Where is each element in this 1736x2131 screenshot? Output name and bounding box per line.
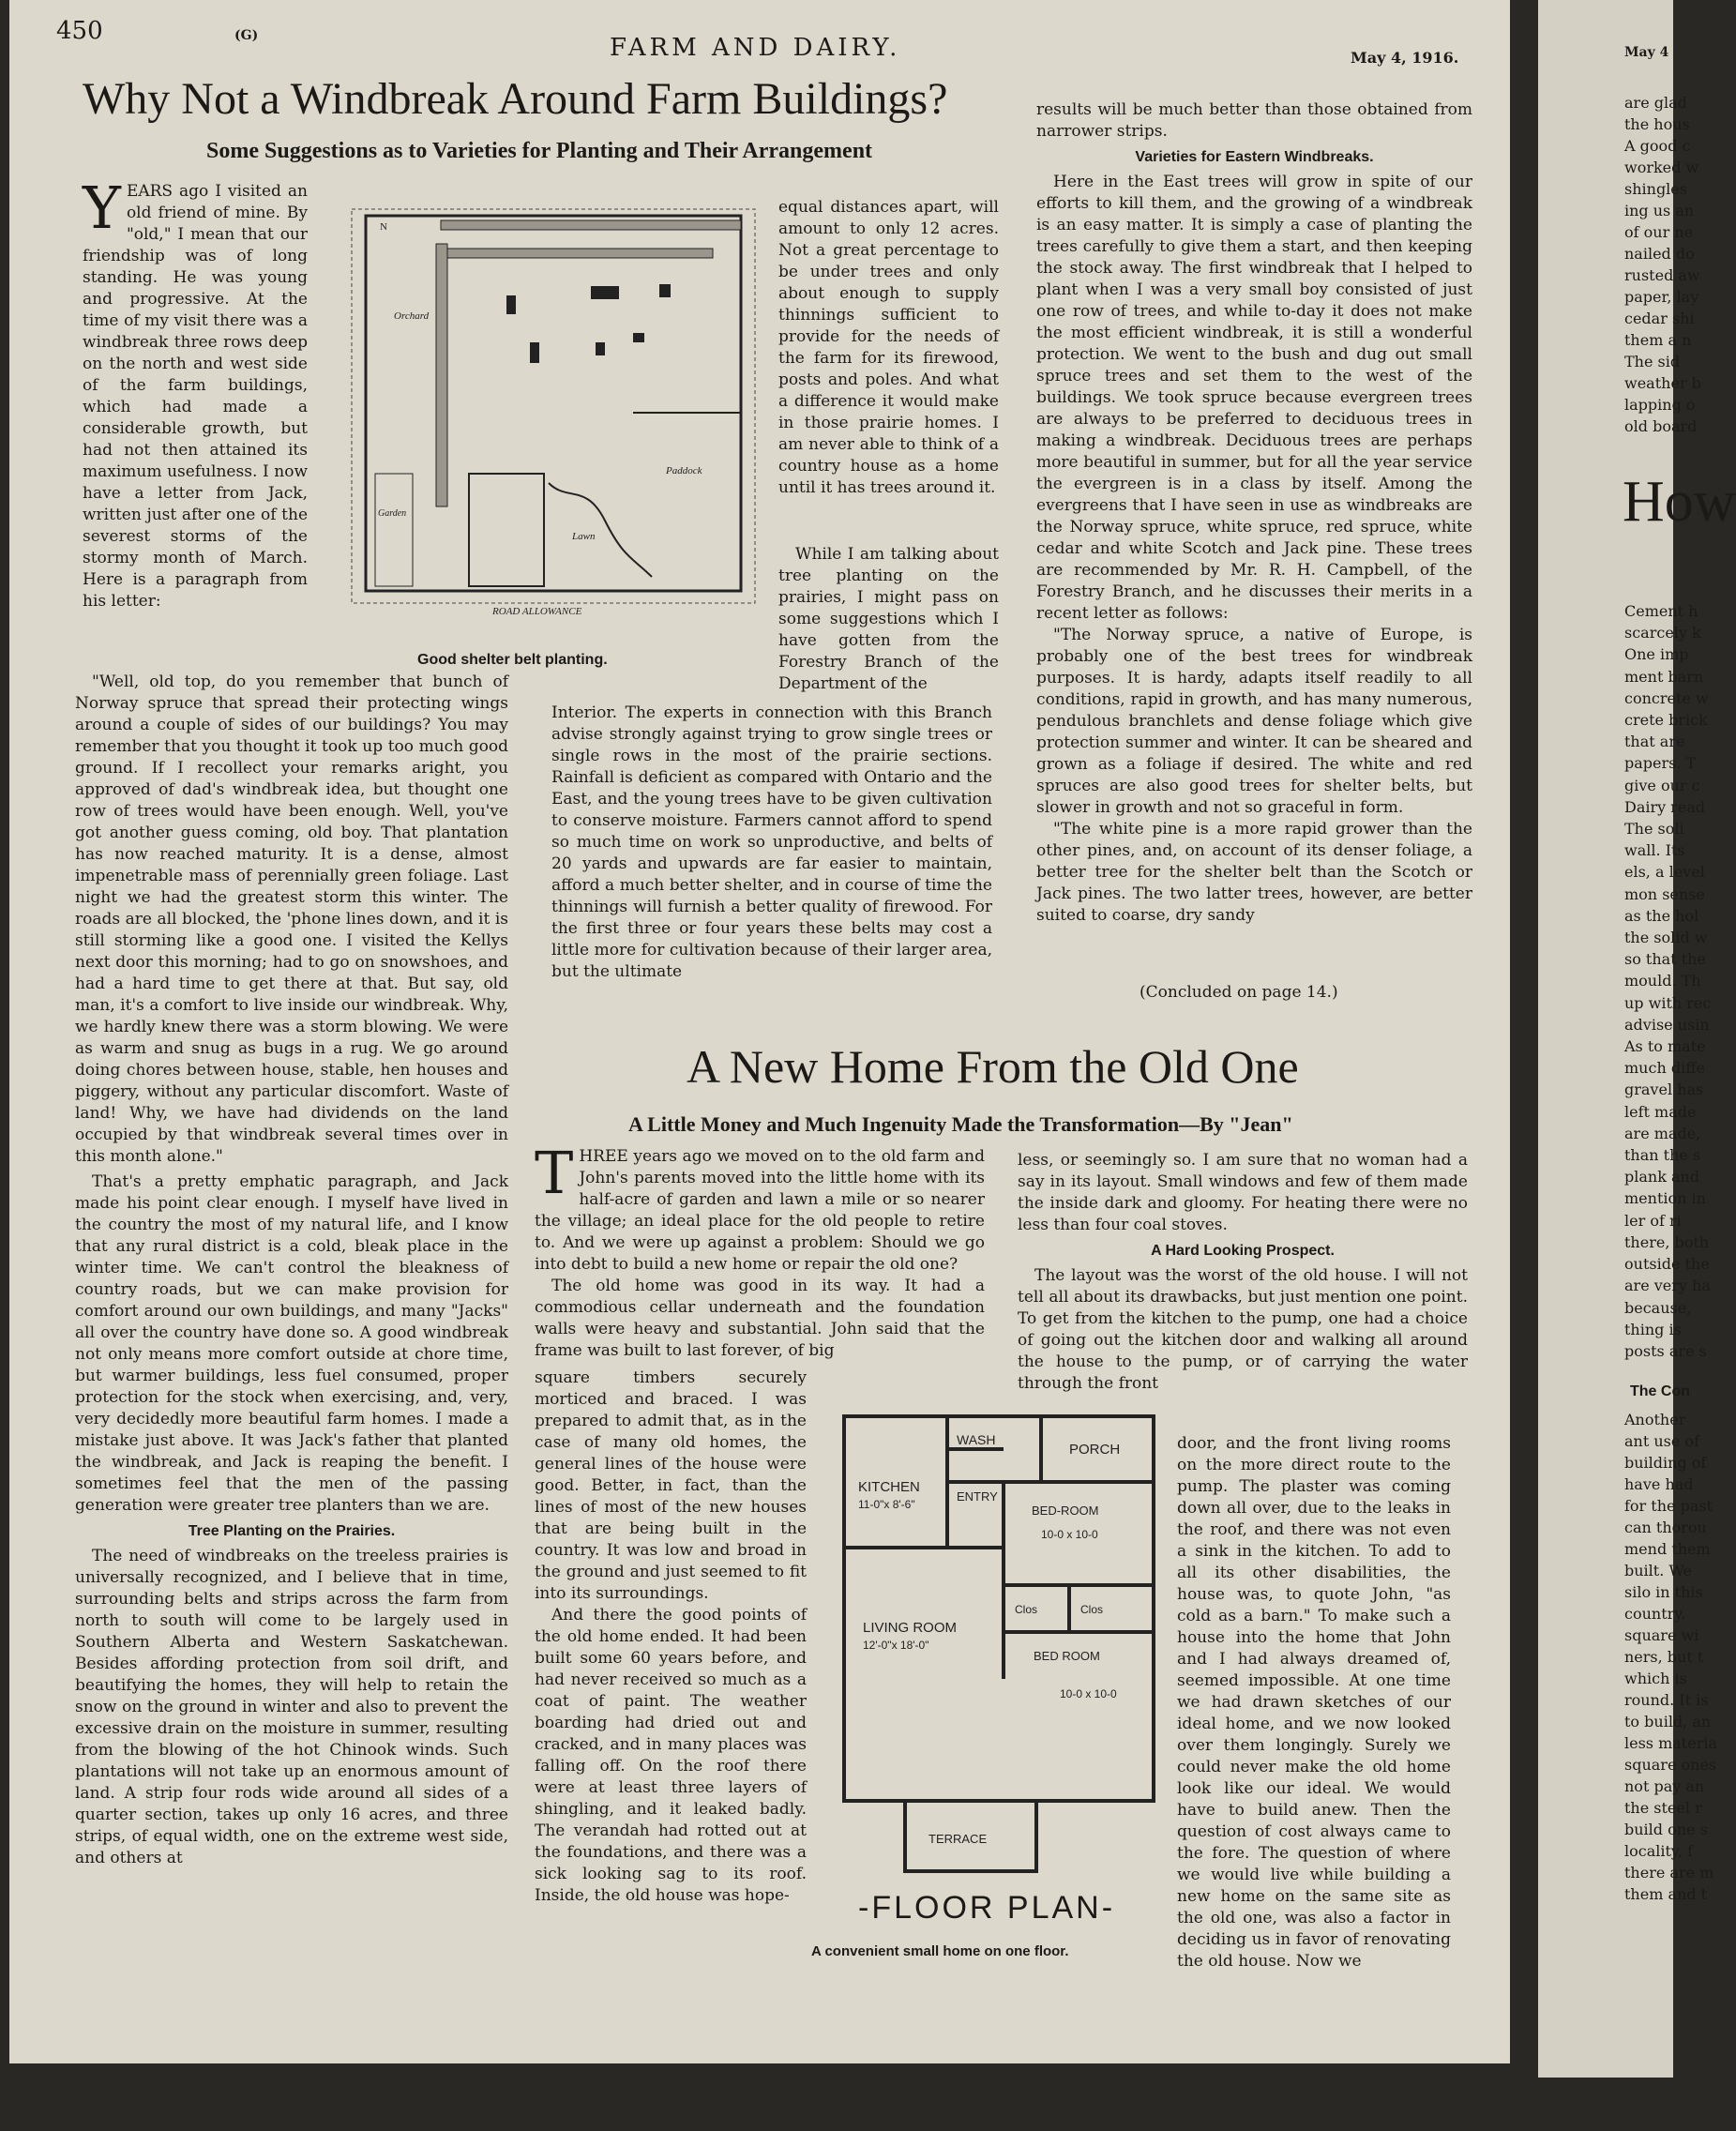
adjacent-line: not pay an xyxy=(1624,1777,1705,1795)
floor-plan-caption: A convenient small home on one floor. xyxy=(811,1943,1069,1959)
adjacent-line: country. xyxy=(1624,1605,1686,1623)
adjacent-line: gravel has xyxy=(1624,1081,1704,1099)
newspaper-page xyxy=(9,0,1510,2063)
adjacent-line: built. We xyxy=(1624,1562,1692,1579)
adjacent-line: ler of ri xyxy=(1624,1211,1682,1230)
adjacent-line: are very ha xyxy=(1624,1277,1711,1295)
adjacent-line: the solid w xyxy=(1624,929,1708,947)
windbreak-prairies-text: The need of windbreaks on the treeless prairies is universally recognized, and I believe that in time, surrounding belts and strips across the farm from north to south will come to be largely used in Southern Alberta and Western Saskatchewan. Besides affording protection from soil drift, and beautifying the homes, they will help to retain the snow on the ground in winter and also to prevent the excessive drain on the moisture in summer, resulting from the blowing of the hot Chinook winds. Such plantations will not take up an enormous amount of land. A strip four rods wide around all sides of a quarter section, takes up only 16 acres, and three strips, of equal width, one on the extreme west side, and others at xyxy=(75,1547,508,1867)
adjacent-page xyxy=(1538,0,1736,2078)
adjacent-line: thing is xyxy=(1624,1320,1682,1338)
adjacent-line: ment barn xyxy=(1624,667,1704,686)
adjacent-line: mould. Th xyxy=(1624,972,1701,990)
adjacent-line: mon sense xyxy=(1624,884,1705,903)
windbreak-subtitle: Some Suggestions as to Varieties for Planting and Their Arrangement xyxy=(206,139,873,163)
newhome-paragraph-1: HREE years ago we moved on to the old farm and John's parents moved into the little home with its half-acre of garden and lawn a mile or so nearer the village; an ideal place for the old people to retire to. And we were up against a problem: Should we go into debt to build a new home or repair the old one? xyxy=(535,1147,985,1274)
adjacent-line: round. It is xyxy=(1624,1691,1709,1709)
adjacent-line: as the hol xyxy=(1624,906,1699,925)
adjacent-line: mend them xyxy=(1624,1540,1711,1558)
adjacent-line: that are xyxy=(1624,733,1685,751)
windbreak-col2-paragraph-1: equal distances apart, will amount to only 12 acres. Not a great percentage to be under trees and only about enough to supply thinnings sufficient to provide for the needs of the farm for its firewood, posts and poles. And what a difference it would make in those prairie homes. I am never able to think of a country house as a home until it has trees around it. xyxy=(778,198,999,497)
newhome-paragraph-3: square timbers securely morticed and braced. I was prepared to admit that, as in the case of many old homes, the general lines of the house were good. Better, in fact, than the lines of most of the new houses that are being built in the country. It was low and broad in the ground and just seemed to fit into its surroundings. xyxy=(535,1368,807,1603)
adjacent-line: them and t xyxy=(1624,1885,1708,1903)
room-bedroom-1: BED-ROOM xyxy=(1032,1504,1099,1518)
adjacent-line: the steel r xyxy=(1624,1799,1702,1817)
room-bedroom-2: BED ROOM xyxy=(1034,1649,1100,1663)
adjacent-line: square wi xyxy=(1624,1626,1699,1644)
page-number: 450 xyxy=(56,17,103,45)
windbreak-col2-paragraph-2: While I am talking about tree planting on the prairies, I might pass on some suggestions which I have gotten from the Forestry Branch of the Department of the xyxy=(778,545,999,693)
windbreak-col1-intro xyxy=(83,174,308,669)
garden-label: Garden xyxy=(378,508,407,519)
adjacent-line: advise usin xyxy=(1624,1015,1710,1034)
floor-plan-figure xyxy=(816,1398,1177,1923)
windbreak-paragraph-1: EARS ago I visited an old friend of mine. By "old," I mean that our friendship was of long standing. He was young and progressive. At the time of my visit there was a windbreak three rows deep on the north and west side of the farm buildings, which had made a considerable growth, but had not then attained its maximum usefulness. I now have a letter from Jack, written just after one of the severest storms of the stormy month of March. Here is a paragraph from his letter: xyxy=(83,182,308,611)
windbreak-col3-paragraph-2: "The Norway spruce, a native of Europe, is probably one of the best trees for windbreak purposes. It is hardy, adapts itself readily to all conditions, rapid in growth, and has many numerous, pendulous branchlets and dense foliage which give protection summer and winter. It can be sheared and grown as a foliage if desired. The white and red spruces are also good trees for shelter belts, but slower in growth and not so graceful in form. xyxy=(1036,626,1472,817)
windbreak-title: Why Not a Windbreak Around Farm Buildings? xyxy=(83,74,948,124)
adjacent-line: ant use of xyxy=(1624,1432,1699,1450)
adjacent-line: up with rec xyxy=(1624,993,1712,1012)
room-terrace: TERRACE xyxy=(928,1832,988,1846)
adjacent-line: which is xyxy=(1624,1670,1687,1687)
adjacent-line: to build, an xyxy=(1624,1713,1712,1730)
issue-date: May 4, 1916. xyxy=(1351,49,1459,67)
adjacent-line: wall. Its xyxy=(1624,841,1685,860)
adjacent-line: than the s xyxy=(1624,1146,1701,1165)
newhome-col2-paragraph-2: The layout was the worst of the old house. I will not tell all about its drawbacks, but just mention one point. To get from the kitchen to the pump, one had a choice of going out the kitchen door and walking all around the house to the pump, or of carrying the water through the front xyxy=(1018,1266,1468,1393)
floor-plan-title: -FLOOR PLAN- xyxy=(858,1890,1116,1926)
adjacent-line: papers. T xyxy=(1624,754,1697,773)
newhome-col2-paragraph-3: door, and the front living rooms on the more direct route to the pump. The plaster was coming down all over, due to the leaks in the roof, and there was not even a sink in the kitchen. To add to all its other disabilities, the house was, to quote John, "as cold as a barn." To make such a house into the home that John and I had always dreamed of, seemed impossible. At one time we had drawn sketches of our ideal home, and we now looked over them longingly. Surely we could never make the old home look like our ideal. We would have to build anew. Then the question of cost always came to the fore. The question of where we would live while building a new home on the same site as the old one, was also a factor in deciding us in favor of renovating the old house. Now we xyxy=(1177,1434,1451,1971)
adjacent-line: The soli xyxy=(1624,820,1684,839)
windbreak-col2-top xyxy=(778,197,999,544)
farm-plan-caption: Good shelter belt planting. xyxy=(417,652,608,668)
adjacent-line: els, a level xyxy=(1624,863,1705,882)
room-kitchen-size: 11-0"x 8'-6" xyxy=(858,1498,915,1511)
adjacent-line: outside the xyxy=(1624,1255,1710,1274)
adjacent-line: so that the xyxy=(1624,950,1706,969)
adjacent-date: May 4 xyxy=(1624,45,1669,60)
room-wash: WASH xyxy=(957,1432,996,1447)
newhome-paragraph-2: The old home was good in its way. It had a commodious cellar underneath and the foundation walls were heavy and substantial. John said that the frame was built to last forever, of big xyxy=(535,1277,985,1360)
room-porch: PORCH xyxy=(1069,1442,1121,1458)
room-entry: ENTRY xyxy=(957,1489,998,1504)
adjacent-line: Another xyxy=(1624,1411,1686,1428)
newhome-col2-narrow xyxy=(1177,1433,1451,1971)
sub-hard-prospect: A Hard Looking Prospect. xyxy=(1151,1243,1335,1259)
adjacent-lines-mid xyxy=(1624,600,1711,1362)
newhome-paragraph-4: And there the good points of the old home ended. It had been built some 60 years before, and had never received so much as a coat of paint. The weather boarding had dried out and cracked, and in many places was falling off. On the roof there were at least three layers of shingling, and it leaked badly. The verandah had rotted out at the foundations, and there was a sick looking sag to its roof. Inside, the old house was hope- xyxy=(535,1606,807,1905)
adjacent-line: A good c xyxy=(1624,137,1691,155)
concluded-note: (Concluded on page 14.) xyxy=(1140,983,1338,1002)
newspaper-name: FARM AND DAIRY. xyxy=(610,34,901,62)
room-bedroom-1-size: 10-0 x 10-0 xyxy=(1041,1528,1098,1541)
adjacent-line: ners, but t xyxy=(1624,1648,1704,1666)
adjacent-line: Cement h xyxy=(1624,602,1698,620)
dropcap-y: Y xyxy=(83,174,121,242)
adjacent-line: old board xyxy=(1624,417,1698,435)
adjacent-line: cedar shi xyxy=(1624,310,1695,327)
adjacent-line: The sid xyxy=(1624,353,1681,370)
newhome-col2-top xyxy=(1018,1150,1468,1431)
road-label: ROAD ALLOWANCE xyxy=(492,606,582,617)
room-kitchen: KITCHEN xyxy=(858,1479,920,1495)
adjacent-line: there are m xyxy=(1624,1864,1714,1882)
adjacent-line: Dairy read xyxy=(1624,797,1706,816)
windbreak-col3-paragraph-3: "The white pine is a more rapid grower than the other pines, and, on account of its denser foliage, a better tree for the shelter belt than the Scotch or Jack pines. The two latter trees, however, are better suited to coarse, dry sandy xyxy=(1036,820,1472,925)
page-code: (G) xyxy=(234,28,259,43)
adjacent-subheading: The Con xyxy=(1630,1383,1690,1399)
windbreak-col2-wide xyxy=(551,703,992,1007)
adjacent-line: give our c xyxy=(1624,776,1700,794)
adjacent-line: lapping o xyxy=(1624,396,1696,414)
windbreak-col3-paragraph-0: results will be much better than those obtained from narrower strips. xyxy=(1036,100,1472,141)
windbreak-col3-paragraph-1: Here in the East trees will grow in spite of our efforts to kill them, and the growing of a windbreak is an easy matter. It is simply a case of planting the trees carefully to give them a start, and then keeping the stock away. The first windbreak that I helped to plant when I was a very small boy consisted of just one row of trees, and while to-day it does not make the most efficient windbreak, it is still a wonderful protection. We went to the bush and dug out small spruce trees and set them to the west of the buildings. We took spruce because evergreen trees are always to be preferred to deciduous trees in making a windbreak. Deciduous trees are perhaps more beautiful in summer, but for all the year service the evergreen is in a class by itself. Among the evergreens that I have seen in use as windbreaks are the Norway spruce, white spruce, red spruce, white cedar and white Scotch and Jack pine. These trees are recommended by Mr. R. H. Campbell, of the Forestry Branch, and he discusses their merits in a recent letter as follows: xyxy=(1036,173,1472,623)
room-closet-2: Clos xyxy=(1080,1603,1104,1616)
adjacent-line: locality, f xyxy=(1624,1842,1693,1860)
adjacent-line: because, xyxy=(1624,1298,1692,1317)
room-living-size: 12'-0"x 18'-0" xyxy=(863,1639,929,1652)
adjacent-line: weather b xyxy=(1624,374,1701,392)
adjacent-line: nailed do xyxy=(1624,245,1695,263)
adjacent-line: posts are s xyxy=(1624,1341,1707,1360)
adjacent-line: much diffe xyxy=(1624,1059,1706,1078)
room-bedroom-2-size: 10-0 x 10-0 xyxy=(1060,1687,1117,1700)
adjacent-line: ing us an xyxy=(1624,202,1695,219)
sub-prairies: Tree Planting on the Prairies. xyxy=(188,1523,396,1539)
windbreak-col3 xyxy=(1036,99,1472,981)
room-closet-1: Clos xyxy=(1015,1603,1038,1616)
adjacent-line: As to mate xyxy=(1624,1037,1706,1056)
adjacent-line: building of xyxy=(1624,1454,1707,1472)
adjacent-line: plank and xyxy=(1624,1168,1700,1186)
orchard-label: Orchard xyxy=(394,310,430,322)
adjacent-line: left made xyxy=(1624,1102,1697,1121)
farm-plan-figure xyxy=(324,202,764,633)
adjacent-line: worked w xyxy=(1624,159,1699,176)
newhome-col1-top xyxy=(535,1139,985,1367)
adjacent-line: shingles xyxy=(1624,180,1687,198)
adjacent-heading: How xyxy=(1623,470,1736,534)
adjacent-line: square ones xyxy=(1624,1756,1717,1774)
windbreak-col2-paragraph-3: Interior. The experts in connection with this Branch advise strongly against trying to grow single trees or single rows in the most of the prairie sections. Rainfall is deficient as compared with Ontario and the East, and the young trees have to be given cultivation to conserve moisture. Farmers cannot afford to spend so much time on work so unproductive, and belts of 20 yards and upwards are far easier to maintain, afford a much better shelter, and in course of time the thinnings will furnish a better quality of firewood. For the first three or four years these belts may cost a little more for cultivation because of their larger area, but the ultimate xyxy=(551,703,992,981)
north-label: N xyxy=(380,221,387,233)
adjacent-line: them a n xyxy=(1624,331,1692,349)
adjacent-line: have had xyxy=(1624,1475,1694,1493)
sub-eastern: Varieties for Eastern Windbreaks. xyxy=(1135,149,1374,165)
adjacent-line: concrete w xyxy=(1624,688,1709,707)
adjacent-lines-bot xyxy=(1624,1409,1717,1905)
adjacent-line: rusted aw xyxy=(1624,266,1700,284)
adjacent-line: silo in this xyxy=(1624,1583,1703,1601)
windbreak-col1-body xyxy=(75,672,508,1985)
windbreak-paragraph-2: "Well, old top, do you remember that bunch of Norway spruce that spread their protecting wings around a couple of sides of our buildings? You may remember that you thought it took up too much good ground. If I recollect your remarks aright, you approved of dad's windbreak idea, but thought one row of trees would have been enough. Well, you've got another guess coming, old boy. That plantation has now reached maturity. It is a dense, almost impenetrable mass of perennially green foliage. Last night we had the greatest storm this winter. The roads are all blocked, the 'phone lines down, and it is still storming like a good one. I visited the Kellys next door this morning; had to go on snowshoes, and had a hard time to get there at that. But say, old man, it's a comfort to live inside our windbreak. Why, we hardly knew there was a storm blowing. We were as warm and snug as bugs in a rug. We go around doing chores between house, stable, hen houses and piggery, without any particular discomfort. Waste of land! Why, we have had dividends on the land occupied by that windbreak several times over in this month alone." xyxy=(75,673,508,1166)
newhome-col1-narrow xyxy=(535,1368,807,1958)
adjacent-line: One imp xyxy=(1624,645,1689,664)
adjacent-line: scarcely k xyxy=(1624,624,1701,642)
windbreak-col2-b xyxy=(778,544,999,703)
dropcap-t: T xyxy=(535,1139,574,1207)
adjacent-line: crete brick xyxy=(1624,711,1708,730)
adjacent-line: for the past xyxy=(1624,1497,1713,1515)
newhome-col2-paragraph-1: less, or seemingly so. I am sure that no woman had a say in its layout. Small windows and few of them made the inside dark and gloomy. For heating there were no less than four coal stoves. xyxy=(1018,1151,1468,1234)
adjacent-line: paper, lay xyxy=(1624,288,1699,306)
newhome-title: A New Home From the Old One xyxy=(687,1040,1299,1093)
adjacent-line: are glad xyxy=(1624,94,1687,112)
adjacent-line: of our ne xyxy=(1624,223,1694,241)
windbreak-paragraph-3: That's a pretty emphatic paragraph, and Jack made his point clear enough. I myself have lived in the country the most of my natural life, and I know that any rural district is a cold, bleak place in the winter time. We can't control the bleakness of country roads, but we can make provision for comfort around our own buildings, and many "Jacks" all over the country have done so. A good windbreak not only means more comfort outside at chore time, but warmer buildings, less fuel consumed, proper protection for the stock when exercising, and, very, very decidedly more beautiful farm homes. I made a mistake just above. It was Jack's father that planted the windbreak, and Jack is reaping the benefit. I sometimes feel that the men of the passing generation were greater tree planters than we are. xyxy=(75,1172,508,1515)
adjacent-line: can thorou xyxy=(1624,1519,1707,1536)
adjacent-line: less materia xyxy=(1624,1734,1718,1752)
adjacent-line: are made, xyxy=(1624,1124,1701,1142)
paddock-label: Paddock xyxy=(666,465,702,476)
newhome-subtitle: A Little Money and Much Ingenuity Made the Transformation—By "Jean" xyxy=(628,1112,1293,1136)
lawn-label: Lawn xyxy=(572,531,596,542)
room-living: LIVING ROOM xyxy=(863,1620,958,1636)
adjacent-lines-top xyxy=(1624,92,1701,437)
adjacent-line: build one s xyxy=(1624,1821,1708,1838)
adjacent-line: there, both xyxy=(1624,1232,1710,1251)
adjacent-line: the hous xyxy=(1624,115,1690,133)
adjacent-line: mention in xyxy=(1624,1189,1706,1208)
